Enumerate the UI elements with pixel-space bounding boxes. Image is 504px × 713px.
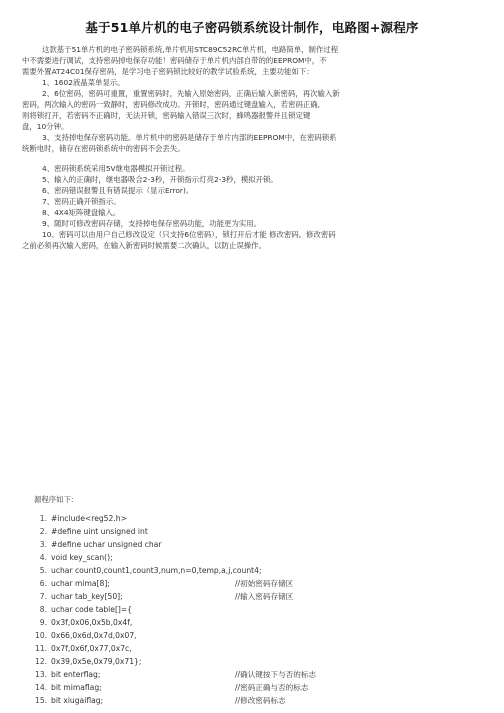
code-text: bit xiugaiflag;	[51, 696, 104, 705]
line-number: 12.	[35, 657, 48, 666]
code-line	[35, 681, 475, 694]
line-number: 15.	[35, 696, 48, 705]
code-text: 0x3f,0x06,0x5b,0x4f,	[51, 618, 133, 627]
code-text: bit mimaflag;	[51, 683, 102, 692]
code-line	[35, 694, 475, 707]
line-number: 2.	[39, 527, 47, 536]
code-text: bit enterflag;	[51, 670, 101, 679]
code-line	[35, 590, 475, 603]
page-title: 基于51单片机的电子密码锁系统设计制作，电路图+源程序	[85, 20, 419, 35]
code-line	[35, 564, 475, 577]
code-text: uchar mima[8];	[51, 579, 110, 588]
code-text: uchar code table[]={	[51, 605, 133, 614]
feature-item-2-cont: 则将锁打开，若密码不正确时，无法开锁，密码输入错误三次时，蜂鸣器报警并且锁定键	[22, 111, 311, 120]
line-number: 3.	[39, 540, 47, 549]
feature-item-2-cont: 密码，两次输入的密码一致静时，密码修改成功。开锁时，密码通过键盘输入，若密码正确,	[22, 100, 320, 109]
code-comment: //修改密码标志	[235, 696, 286, 705]
line-number: 5.	[39, 566, 47, 575]
feature-item-1: 1、1602液晶菜单显示。	[42, 78, 125, 87]
feature-item-6: 6、密码错误报警且有错误提示（显示Error)。	[42, 186, 194, 195]
code-line	[35, 551, 475, 564]
code-line	[35, 616, 475, 629]
code-comment: //初始密码存储区	[235, 579, 294, 588]
feature-item-9: 9、随时可修改密码存储，支持掉电保存密码功能，功能更为实用。	[42, 219, 262, 228]
feature-item-7: 7、密码正确开锁指示。	[42, 197, 121, 206]
feature-item-8: 8、4X4矩阵键盘输入。	[42, 208, 121, 217]
code-line	[35, 512, 475, 525]
code-listing	[35, 512, 475, 707]
code-text: uchar count0,count1,count3,num,n=0,temp,a,j,count4;	[51, 566, 262, 575]
code-comment: //确认键按下与否的标志	[235, 670, 317, 679]
line-number: 11.	[35, 644, 48, 653]
code-comment: //密码正确与否的标志	[235, 683, 309, 692]
intro-paragraph-line: 需要外置AT24C01保存密码，是学习电子密码锁比较好的教学试验系统，主要功能如下：	[22, 67, 314, 76]
code-text: uchar tab_key[50];	[51, 592, 123, 601]
code-line	[35, 603, 475, 616]
code-text: 0x39,0x5e,0x79,0x71};	[51, 657, 142, 666]
code-line	[35, 525, 475, 538]
line-number: 9.	[39, 618, 47, 627]
feature-item-10-cont: 之前必须再次输入密码，在输入新密码时候需要二次确认，以防止误操作。	[22, 241, 266, 250]
intro-paragraph-line: 中不需要进行调试，支持密码掉电保存功能！密码储存于单片机内部自带的的EEPROM中，不	[22, 56, 327, 65]
code-line	[35, 577, 475, 590]
code-line	[35, 538, 475, 551]
code-comment: //输入密码存储区	[235, 592, 294, 601]
intro-paragraph-line: 这款基于51单片机的电子密码锁系统,单片机用STC89C52RC单片机，电路简单，制作过程	[42, 45, 339, 54]
line-number: 1.	[39, 514, 47, 523]
code-text: #define uint unsigned int	[51, 527, 148, 536]
feature-list-continued	[22, 163, 484, 251]
code-text: void key_scan();	[51, 553, 113, 562]
line-number: 6.	[39, 579, 47, 588]
feature-item-2-cont: 盘，10分钟。	[22, 122, 69, 131]
feature-item-10: 10、密码可以由用户自己修改设定（只支持6位密码），锁打开后才能 修改密码。修改密码	[42, 230, 336, 239]
code-line	[35, 629, 475, 642]
line-number: 14.	[35, 683, 48, 692]
code-text: #define uchar unsigned char	[51, 540, 162, 549]
intro-section	[22, 44, 484, 154]
line-number: 13.	[35, 670, 48, 679]
code-line	[35, 642, 475, 655]
line-number: 7.	[39, 592, 47, 601]
feature-item-3-cont: 统断电时，储存在密码锁系统中的密码不会丢失。	[22, 144, 185, 153]
code-line	[35, 668, 475, 681]
code-line	[35, 655, 475, 668]
code-text: #include<reg52.h>	[51, 514, 127, 523]
feature-item-2: 2、6位密码，密码可重置，重置密码时，先输入原始密码，正确后输入新密码，再次输入新	[42, 89, 340, 98]
feature-item-3: 3、支持掉电保存密码功能。单片机中的密码是储存于单片内部的EEPROM中，在密码锁系	[42, 133, 337, 142]
line-number: 4.	[39, 553, 47, 562]
code-text: 0x66,0x6d,0x7d,0x07,	[51, 631, 137, 640]
line-number: 8.	[39, 605, 47, 614]
feature-item-4: 4、密码锁系统采用5V继电器模拟开锁过程。	[42, 164, 190, 173]
source-heading: 源程序如下:	[34, 495, 74, 504]
line-number: 10.	[35, 631, 48, 640]
code-text: 0x7f,0x6f,0x77,0x7c,	[51, 644, 132, 653]
feature-item-5: 5、输入的正确时，继电器吸合2-3秒，开锁指示灯亮2-3秒，模拟开锁。	[42, 175, 278, 184]
